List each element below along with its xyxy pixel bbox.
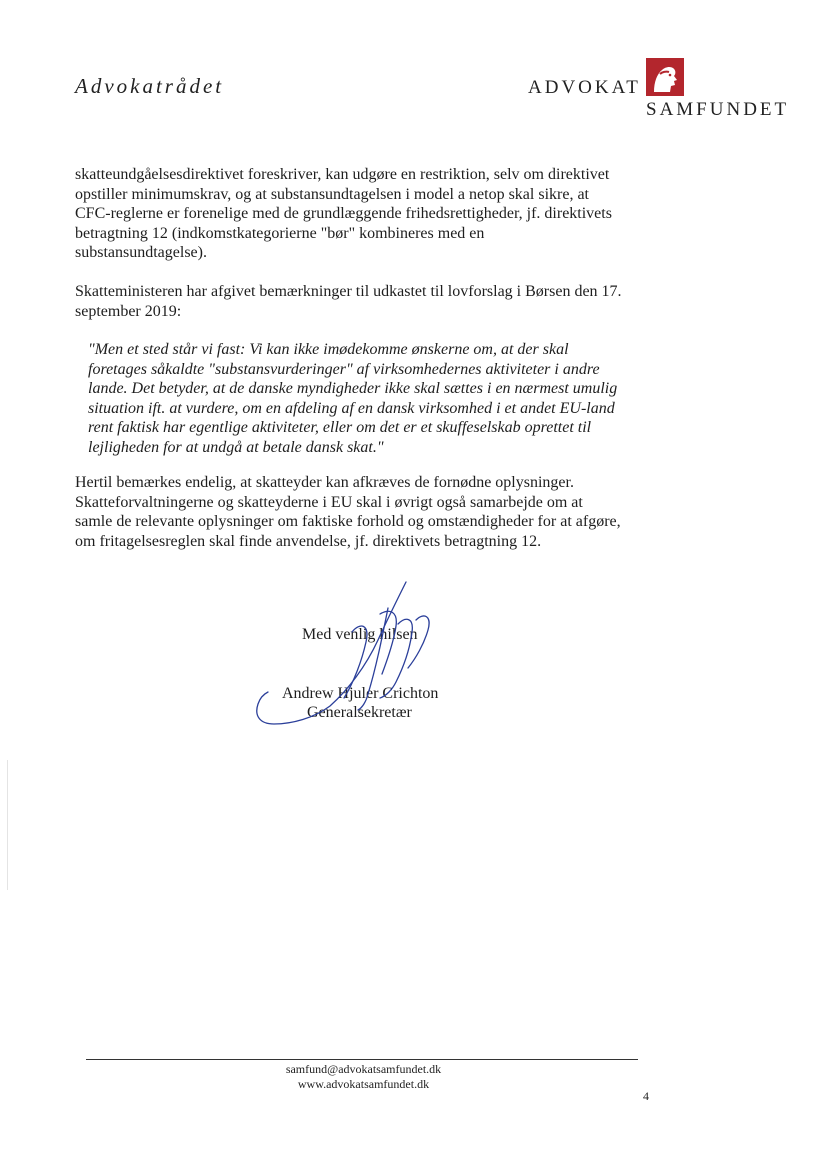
handwritten-signature: [248, 578, 448, 738]
paragraph-final-remarks: [75, 473, 675, 551]
quote-line: foretages såkaldte "substansvurderinger" af virksomhedernes aktiviteter i andre: [88, 360, 600, 378]
logo-emblem-icon: [646, 58, 684, 96]
page-number: 4: [643, 1089, 649, 1103]
council-title: Advokatrådet: [75, 74, 225, 98]
logo-word-advokat: ADVOKAT: [528, 77, 641, 98]
quote-line: "Men et sted står vi fast: Vi kan ikke imødekomme ønskerne om, at der skal: [88, 341, 569, 358]
quote-line: situation ift. at vurdere, om en afdeling af en dansk virksomhed i et andet EU-land: [88, 399, 615, 417]
quote-line: lande. Det betyder, at de danske myndigheder ikke skal sættes i en nærmest umulig: [88, 380, 618, 397]
text-line: Skatteforvaltningerne og skatteyderne i EU skal i øvrigt også samarbejde om at: [75, 493, 583, 511]
text-line: substansundtagelse).: [75, 244, 207, 261]
text-line: CFC-reglerne er forenelige med de grundlæggende frihedsrettigheder, jf. direktivets: [75, 205, 612, 222]
footer-website[interactable]: www.advokatsamfundet.dk: [297, 1077, 430, 1091]
text-line: Skatteministeren har afgivet bemærkninger til udkastet til lovforslag i Børsen den 17.: [75, 283, 622, 300]
text-line: skatteundgåelsesdirektivet foreskriver, kan udgøre en restriktion, selv om direktivet: [75, 166, 610, 183]
text-line: om fritagelsesreglen skal finde anvendelse, jf. direktivets betragtning 12.: [75, 532, 542, 550]
text-line: opstiller minimumskrav, og at substansundtagelsen i model a netop skal sikre, at: [75, 185, 589, 203]
quote-line: rent faktisk har egentlige aktiviteter, eller om det er et skuffeselskab oprettet til: [88, 419, 592, 436]
paragraph-cfc-restriction: [75, 165, 675, 263]
signer-title: Generalsekretær: [307, 704, 412, 721]
quote-line: lejligheden for at undgå at betale dansk skat.": [88, 438, 384, 456]
footer-divider: [86, 1059, 638, 1060]
text-line: september 2019:: [75, 302, 182, 320]
minister-quote: [88, 340, 648, 457]
footer-email[interactable]: samfund@advokatsamfundet.dk: [285, 1062, 442, 1076]
closing-greeting: Med venlig hilsen: [302, 626, 418, 643]
logo-word-samfundet: SAMFUNDET: [646, 99, 790, 120]
scan-edge-mark: [7, 760, 8, 890]
text-line: samle de relevante oplysninger om faktiske forhold og omstændigheder for at afgøre,: [75, 513, 621, 530]
signer-name: Andrew Hjuler Crichton: [282, 685, 439, 702]
advokatsamfundet-logo: [528, 58, 798, 118]
paragraph-minister-remarks: [75, 282, 675, 321]
text-line: betragtning 12 (indkomstkategorierne "bør" kombineres med en: [75, 224, 485, 242]
text-line: Hertil bemærkes endelig, at skatteyder kan afkræves de fornødne oplysninger.: [75, 474, 574, 491]
